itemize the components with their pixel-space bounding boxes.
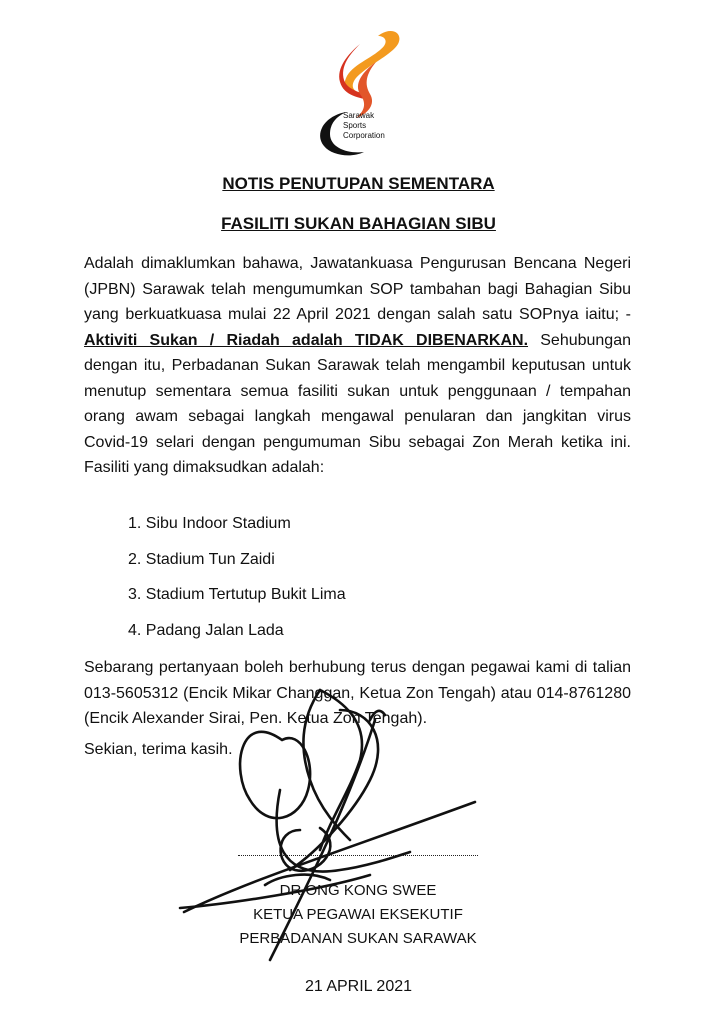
contact-paragraph: Sebarang pertanyaan boleh berhubung terus dengan pegawai kami di talian 013-5605312 (Encik Mikar Changgan, Ketua Zon Tengah) atau 014-8761280 (Encik Alexander Sirai, Pen. Ketua Zon Tengah).: [84, 659, 631, 727]
logo-flame-orange: [345, 31, 400, 95]
logo-text-line2: Sports: [343, 121, 367, 130]
facility-item: 1. Sibu Indoor Stadium: [128, 515, 291, 532]
announcement-prohibition: Aktiviti Sukan / Riadah adalah TIDAK DIBENARKAN.: [84, 331, 529, 349]
signature-line: [238, 855, 478, 856]
facility-item: 2. Stadium Tun Zaidi: [128, 550, 275, 568]
announcement-paragraph: [84, 251, 631, 481]
sarawak-sports-corporation-logo: [300, 22, 420, 162]
logo-text-line3: Corporation: [343, 131, 385, 140]
facility-item: 4. Padang Jalan Lada: [128, 621, 284, 639]
signatory-position: KETUA PEGAWAI EKSEKUTIF: [253, 906, 463, 923]
facility-list: [128, 511, 346, 653]
notice-date: 21 APRIL 2021: [304, 978, 413, 995]
signatory-organization: PERBADANAN SUKAN SARAWAK: [239, 930, 477, 947]
notice-subtitle: FASILITI SUKAN BAHAGIAN SIBU: [221, 214, 496, 233]
facility-item: 3. Stadium Tertutup Bukit Lima: [128, 586, 346, 603]
closing-text: Sekian, terima kasih.: [84, 741, 233, 758]
signatory-name: DR ONG KONG SWEE: [279, 882, 437, 899]
announcement-text-start: Adalah dimaklumkan bahawa, Jawatankuasa Pengurusan Bencana Negeri (JPBN) Sarawak telah mengumumkan SOP tambahan bagi Bahagian Sibu yang berkuatkuasa mulai 22 April 2021 dengan salah satu SOPnya iaitu; -: [84, 255, 631, 323]
logo-wordmark: [343, 111, 385, 141]
notice-title: NOTIS PENUTUPAN SEMENTARA: [222, 174, 495, 193]
announcement-text-end: Sehubungan dengan itu, Perbadanan Sukan Sarawak telah mengambil keputusan untuk menutup sementara semua fasiliti sukan untuk penggunaan / tempahan orang awam sebagai langkah mengawal penularan dan jangkitan virus Covid-19 selari dengan pengumuman Sibu sebagai Zon Merah ketika ini. Fasiliti yang dimaksudkan adalah:: [84, 331, 632, 476]
logo-text-line1: Sarawak: [343, 111, 375, 120]
